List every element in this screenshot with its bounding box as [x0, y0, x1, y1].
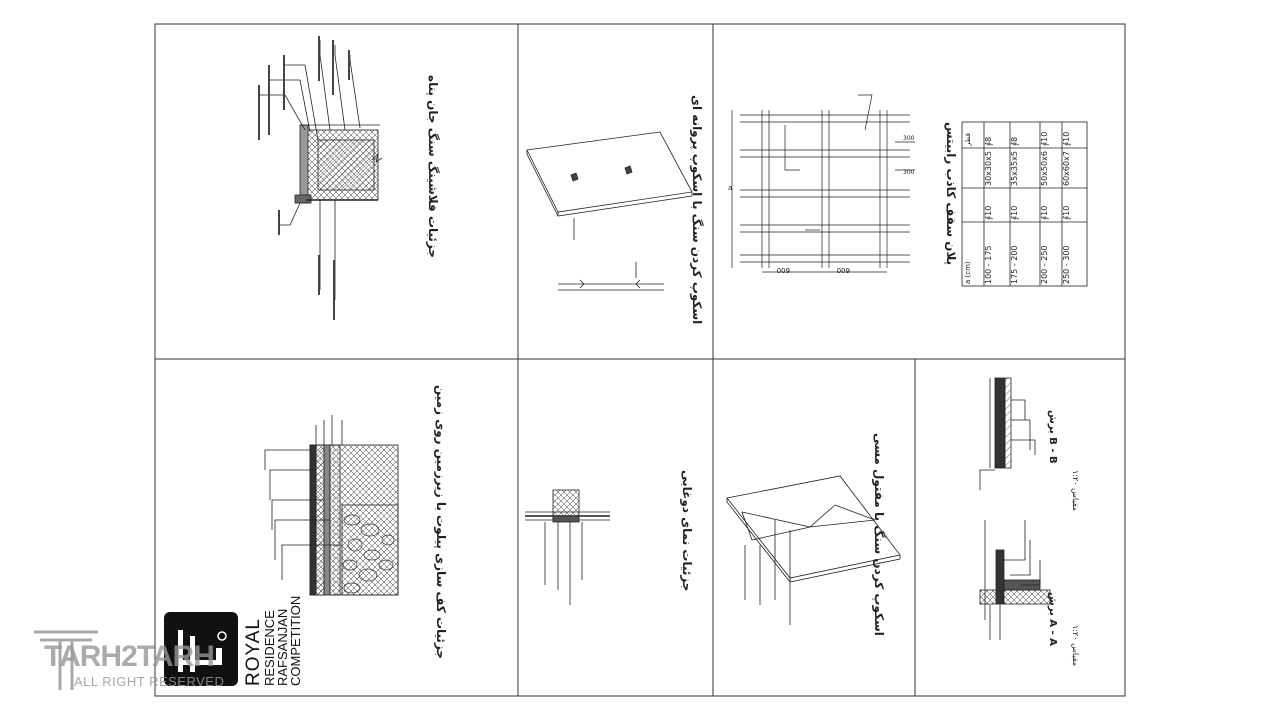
brand-line-competition: COMPETITION: [288, 595, 303, 686]
dim-300-top: 300: [903, 135, 915, 142]
table-cell: ∮10: [1062, 131, 1071, 146]
butterfly-anchor-detail: [527, 132, 692, 290]
table-cell: 175 - 200: [1010, 245, 1019, 284]
brand-line-royal: ROYAL: [243, 617, 264, 686]
table-header: a (cm): [964, 261, 972, 284]
table-cell: ∮10: [1010, 205, 1019, 220]
table-header: قطر: [964, 133, 972, 146]
parapet-flashing-detail: [260, 40, 382, 300]
scale-section-a: مقیاس ۱:۲۰: [1071, 625, 1080, 667]
title-floor-detail: جزئیات کف سازی پیلوت با زیرزمین روی زمین: [434, 385, 448, 660]
floor-section-detail: [265, 415, 398, 595]
title-butterfly-anchor: اسکوپ کردن سنگ با اسکوپ پروانه ای: [690, 95, 704, 325]
table-cell: 35x35x5: [1010, 151, 1019, 186]
dim-300-bottom: 300: [903, 169, 915, 176]
brand-wordmark: [244, 596, 302, 686]
ceiling-plan: [732, 95, 915, 272]
table-cell: ∮8: [984, 136, 993, 146]
table-cell: 50x50x6: [1040, 151, 1049, 186]
table-cell: 100 - 175: [984, 245, 993, 284]
section-b-detail: [980, 378, 1035, 490]
table-cell: ∮10: [1040, 131, 1049, 146]
table-cell: 250 - 300: [1062, 245, 1071, 284]
title-parapet-flashing: جزئیات فلاشینگ سنگ جان پناه: [426, 75, 440, 259]
title-grout-facade: جزئیات نمای دوغابی: [680, 470, 694, 592]
grout-facade-detail: [525, 490, 610, 605]
dim-600-left: 600: [776, 266, 790, 274]
table-cell: ∮10: [1040, 205, 1049, 220]
brand-line-rafsanjan: RAFSANJAN: [275, 608, 290, 686]
dim-a: a: [728, 184, 733, 192]
title-section-a: برش A - A: [1047, 592, 1058, 646]
table-cell: ∮8: [1010, 136, 1019, 146]
title-ceiling-plan: پلان سقف کاذب رابیتس: [944, 122, 958, 266]
table-cell: 30x30x5: [984, 151, 993, 186]
brand-line-residence: RESIDENCE: [262, 610, 277, 686]
dim-600-right: 600: [836, 266, 850, 274]
scale-section-b: مقیاس ۱:۲۰: [1071, 470, 1080, 512]
table-cell: 60x60x7: [1062, 151, 1071, 186]
title-section-b: برش B - B: [1047, 410, 1058, 464]
table-cell: ∮10: [984, 205, 993, 220]
table-cell: ∮10: [1062, 205, 1071, 220]
watermark-text: TARH2TARH: [44, 640, 214, 673]
watermark-subtext: ALL RIGHT RESERVED: [74, 674, 225, 689]
title-copper-wire: اسکوپ کردن سنگ با مفتول مسی: [872, 433, 886, 636]
table-cell: 200 - 250: [1040, 245, 1049, 284]
section-a-detail: [980, 520, 1050, 640]
